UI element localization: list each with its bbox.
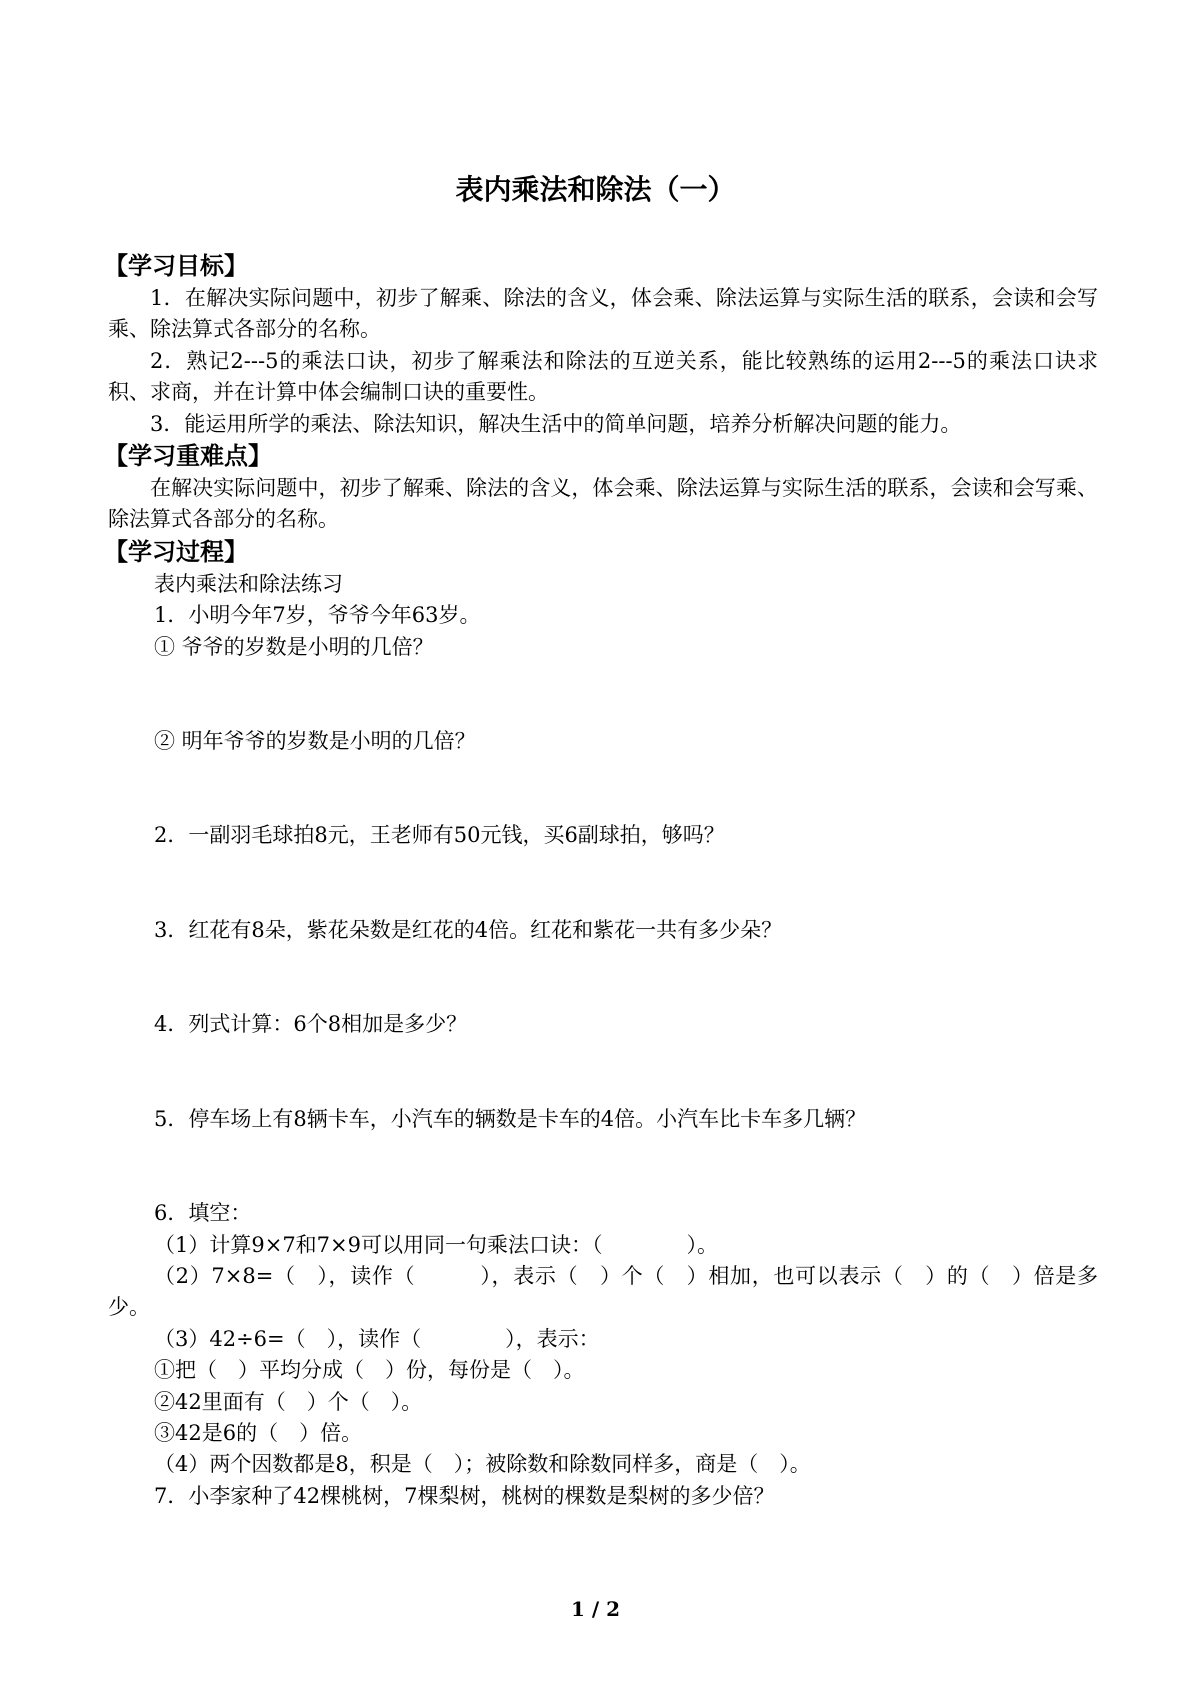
page-title: 表内乘法和除法（一） <box>455 173 736 206</box>
question-4: 4．列式计算：6个8相加是多少？ <box>154 1012 468 1037</box>
goal-item-1: 1．在解决实际问题中，初步了解乘、除法的含义，体会乘、除法运算与实际生活的联系，会读和会写乘、除法算式各部分的名称。 <box>108 286 1098 342</box>
process-heading: 【学习过程】 <box>104 537 248 566</box>
keypoints-text: 在解决实际问题中，初步了解乘、除法的含义，体会乘、除法运算与实际生活的联系，会读和会写乘、除法算式各部分的名称。 <box>108 476 1098 532</box>
document-body <box>104 250 1098 1512</box>
question-6-1: （1）计算9×7和7×9可以用同一句乘法口诀：（ ）。 <box>154 1232 718 1257</box>
question-6-3-a: ①把（ ）平均分成（ ）份，每份是（ ）。 <box>154 1358 585 1383</box>
answer-space <box>108 946 1098 1009</box>
question-6-3: （3）42÷6=（ ），读作（ ），表示： <box>154 1326 600 1351</box>
question-6: 6．填空： <box>154 1201 252 1226</box>
question-1-part-b: ② 明年爷爷的岁数是小明的几倍？ <box>154 729 476 754</box>
question-2: 2．一副羽毛球拍8元，王老师有50元钱，买6副球拍，够吗？ <box>154 823 725 848</box>
question-6-3-c: ③42是6的（ ）倍。 <box>154 1420 363 1445</box>
keypoints-heading: 【学习重难点】 <box>104 442 272 471</box>
question-1: 1．小明今年7岁，爷爷今年63岁。 <box>154 603 481 628</box>
answer-space <box>108 757 1098 820</box>
goals-heading: 【学习目标】 <box>104 252 248 280</box>
question-6-3-b: ②42里面有（ ）个（ ）。 <box>154 1389 423 1414</box>
question-6-2: （2）7×8=（ ），读作（ ），表示（ ）个（ ）相加，也可以表示（ ）的（ ）倍是多少。 <box>108 1263 1098 1320</box>
answer-space <box>108 1041 1098 1104</box>
question-7: 7．小李家种了42棵桃树，7棵梨树，桃树的棵数是梨树的多少倍？ <box>154 1483 775 1508</box>
goal-item-2: 2．熟记2---5的乘法口诀，初步了解乘法和除法的互逆关系，能比较熟练的运用2---5的乘法口诀求积、求商，并在计算中体会编制口诀的重要性。 <box>108 348 1098 405</box>
answer-space <box>108 663 1098 726</box>
question-5: 5．停车场上有8辆卡车，小汽车的辆数是卡车的4倍。小汽车比卡车多几辆？ <box>154 1106 867 1131</box>
goal-item-3: 3．能运用所学的乘法、除法知识，解决生活中的简单问题，培养分析解决问题的能力。 <box>150 411 962 436</box>
answer-space <box>108 852 1098 915</box>
question-3: 3．红花有8朵，紫花朵数是红花的4倍。红花和紫花一共有多少朵？ <box>154 917 783 942</box>
process-subtitle: 表内乘法和除法练习 <box>154 571 343 596</box>
page-number: 1 / 2 <box>570 1597 621 1621</box>
question-1-part-a: ① 爷爷的岁数是小明的几倍？ <box>154 634 434 659</box>
answer-space <box>108 1135 1098 1198</box>
question-6-4: （4）两个因数都是8，积是（ ）；被除数和除数同样多，商是（ ）。 <box>154 1452 811 1477</box>
